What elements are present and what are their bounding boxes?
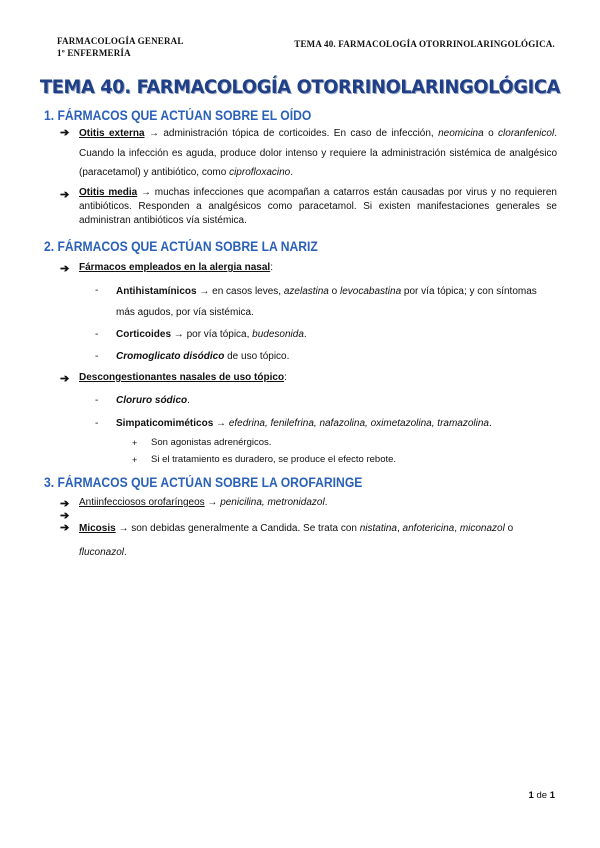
arrow-bullet-icon: ➔ — [60, 522, 70, 534]
agonistas-subitem: Son agonistas adrenérgicos. — [151, 437, 272, 448]
micosis-paragraph: Micosis → son debidas generalmente a Candida. Se trata con nistatina, anfotericina, miconazol o fluconazol. — [79, 523, 514, 558]
arrow-bullet-icon: ➔ — [60, 498, 70, 510]
page-number: 1 de 1 — [528, 790, 555, 801]
arrow-bullet-icon: ➔ — [60, 263, 70, 275]
plus-bullet: + — [132, 438, 138, 448]
otitis-media-paragraph: Otitis media → muchas infecciones que acompañan a catarros están causadas por virus y no requieren antibióticos. Responden a analgésicos como paracetamol. Si existen manifestaciones generales se administran antibióticos vía sistémica. — [79, 187, 557, 226]
arrow-bullet-icon: ➔ — [60, 127, 70, 139]
antiinfecciosos-item: Antiinfecciosos orofaríngeos → penicilina, metronidazol. — [79, 497, 328, 508]
otitis-externa-paragraph: Otitis externa → administración tópica de corticoides. En caso de infección, neomicina o cloranfenicol. Cuando la infección es aguda, produce dolor intenso y requiere la administración sistémica de analgésico (paracetamol) y antibiótico, como ciprofloxacino. — [79, 128, 557, 178]
header-left — [57, 35, 184, 59]
section-3-heading: 3. FÁRMACOS QUE ACTÚAN SOBRE LA OROFARINGE — [44, 475, 363, 490]
cloruro-item: Cloruro sódico. — [116, 395, 190, 406]
corticoides-item: Corticoides → por vía tópica, budesonida. — [116, 329, 307, 340]
cromoglicato-item: Cromoglicato disódico de uso tópico. — [116, 351, 290, 362]
dash-bullet: - — [95, 418, 99, 429]
section-1-heading: 1. FÁRMACOS QUE ACTÚAN SOBRE EL OÍDO — [44, 108, 312, 123]
page-title: TEMA 40. FARMACOLOGÍA OTORRINOLARINGOLÓGICA — [39, 76, 561, 98]
dash-bullet: - — [95, 329, 99, 340]
header-course: FARMACOLOGÍA GENERAL — [57, 36, 184, 46]
plus-bullet: + — [132, 455, 138, 465]
section-2-heading: 2. FÁRMACOS QUE ACTÚAN SOBRE LA NARIZ — [44, 239, 318, 254]
rebote-subitem: Si el tratamiento es duradero, se produce el efecto rebote. — [151, 454, 397, 465]
arrow-bullet-icon: ➔ — [60, 510, 70, 522]
descongestionantes-label: Descongestionantes nasales de uso tópico: — [79, 372, 287, 383]
allergy-label: Fármacos empleados en la alergia nasal: — [79, 262, 273, 273]
dash-bullet: - — [95, 351, 99, 362]
header-year: 1º ENFERMERÍA — [57, 48, 131, 58]
dash-bullet: - — [95, 285, 99, 296]
arrow-bullet-icon: ➔ — [60, 189, 70, 201]
antihistaminicos-item: Antihistamínicos → en casos leves, azelastina o levocabastina por vía tópica; y con síntomas más agudos, por vía sistémica. — [116, 286, 537, 318]
arrow-bullet-icon: ➔ — [60, 373, 70, 385]
simpaticomimeticos-item: Simpaticomiméticos → efedrina, fenilefrina, nafazolina, oximetazolina, tramazolina. — [116, 418, 492, 429]
dash-bullet: - — [95, 395, 99, 406]
header-right: TEMA 40. FARMACOLOGÍA OTORRINOLARINGOLÓGICA. — [294, 39, 555, 49]
